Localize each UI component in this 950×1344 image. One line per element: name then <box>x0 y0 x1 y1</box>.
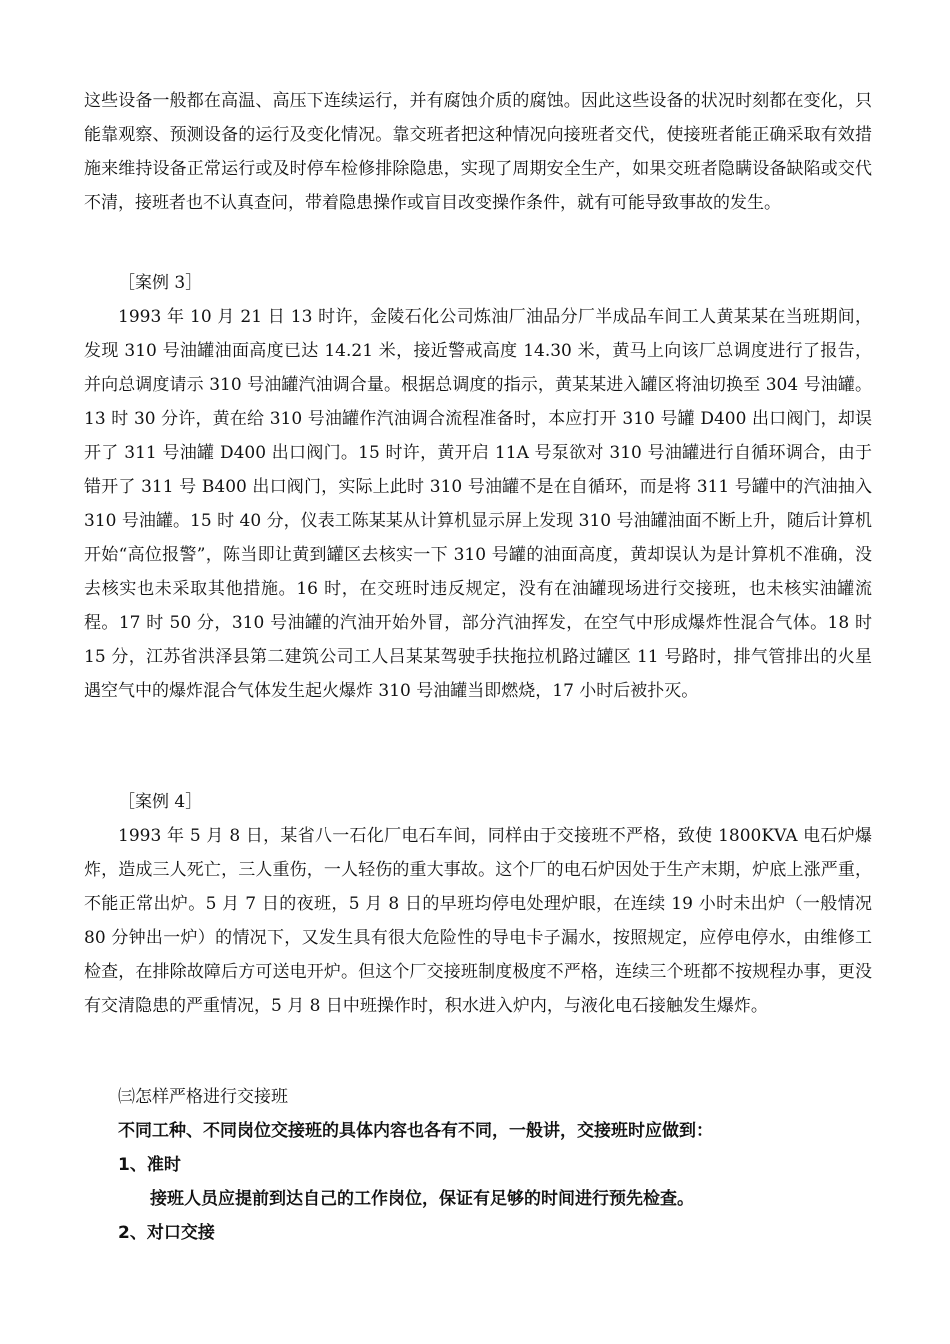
item-2-title: 2、对口交接 <box>118 1223 215 1243</box>
intro-paragraph: 这些设备一般都在高温、高压下连续运行，并有腐蚀介质的腐蚀。因此这些设备的状况时刻都在变化，只能靠观察、预测设备的运行及变化情况。靠交班者把这种情况向接班者交代，使接班者能正确采取有效措施来维持设备正常运行或及时停车检修排除隐患，实现了周期安全生产，如果交班者隐瞒设备缺陷或交代不清，接班者也不认真查问，带着隐患操作或盲目改变操作条件，就有可能导致事故的发生。 <box>84 91 872 213</box>
case-4-paragraph: 1993 年 5 月 8 日，某省八一石化厂电石车间，同样由于交接班不严格，致使 1800KVA 电石炉爆炸，造成三人死亡，三人重伤，一人轻伤的重大事故。这个厂的电石炉因处于生产末期，炉底上涨严重，不能正常出炉。5 月 7 日的夜班，5 月 8 日的早班均停电处理炉眼，在连续 19 小时未出炉（一般情况 80 分钟出一炉）的情况下，又发生具有很大危险性的导电卡子漏水，按照规定，应停电停水，由维修工检查，在排除故障后方可送电开炉。但这个厂交接班制度极度不严格，连续三个班都不按规程办事，更没有交清隐患的严重情况，5 月 8 日中班操作时，积水进入炉内，与液化电石接触发生爆炸。 <box>84 826 872 1016</box>
case-4-label: ［案例 4］ <box>118 792 203 812</box>
item-1-text: 接班人员应提前到达自己的工作岗位，保证有足够的时间进行预先检查。 <box>150 1189 694 1209</box>
case-3-label: ［案例 3］ <box>118 273 203 293</box>
item-1-title: 1、准时 <box>118 1155 181 1175</box>
case-3-paragraph: 1993 年 10 月 21 日 13 时许，金陵石化公司炼油厂油品分厂半成品车间工人黄某某在当班期间，发现 310 号油罐油面高度已达 14.21 米，接近警戒高度 14.30 米，黄马上向该厂总调度进行了报告，并向总调度请示 310 号油罐汽油调合量。根据总调度的指示，黄某某进入罐区将油切换至 304 号油罐。13 时 30 分许，黄在给 310 号油罐作汽油调合流程准备时，本应打开 310 号罐 D400 出口阀门，却误开了 311 号油罐 D400 出口阀门。15 时许，黄开启 11A 号泵欲对 310 号油罐进行自循环调合，由于错开了 311 号 B400 出口阀门，实际上此时 310 号油罐不是在自循环，而是将 311 号罐中的汽油抽入 310 号油罐。15 时 40 分，仪表工陈某某从计算机显示屏上发现 310 号油罐油面不断上升，随后计算机开始“高位报警”，陈当即让黄到罐区去核实一下 310 号罐的油面高度，黄却误认为是计算机不准确，没去核实也未采取其他措施。16 时，在交班时违反规定，没有在油罐现场进行交接班，也未核实油罐流程。17 时 50 分，310 号油罐的汽油开始外冒，部分汽油挥发，在空气中形成爆炸性混合气体。18 时 15 分，江苏省洪泽县第二建筑公司工人吕某某驾驶手扶拖拉机路过罐区 11 号路时，排气管排出的火星遇空气中的爆炸混合气体发生起火爆炸 310 号油罐当即燃烧，17 小时后被扑灭。 <box>84 307 872 701</box>
section-heading: ㈢怎样严格进行交接班 <box>118 1087 288 1107</box>
bold-intro: 不同工种、不同岗位交接班的具体内容也各有不同，一般讲，交接班时应做到： <box>118 1121 713 1141</box>
